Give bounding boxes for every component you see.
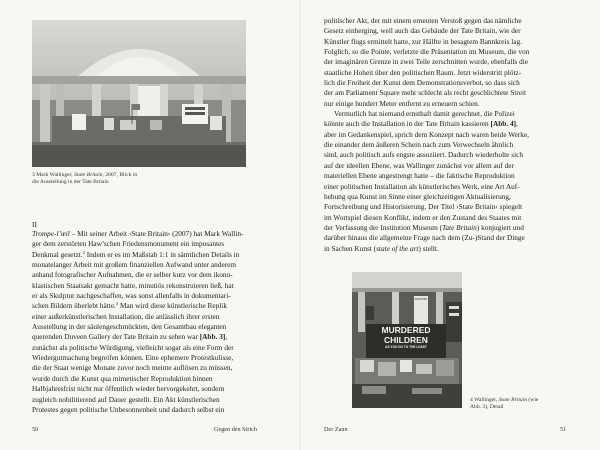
text-line: Trompe-l’œil – Mit seiner Arbeit ›State Britain‹ (2007) hat Mark Wallin-: [32, 229, 244, 238]
text-line: aber im Gedankenspiel, sprich dem Konzept nach waren beide Werke,: [324, 129, 529, 139]
figure-4-photo: [352, 272, 462, 408]
banner-line-1: MURDERED: [381, 325, 431, 335]
text-line: sind, auch politisch aufs engste assoziiert. Dadurch wiederholte sich: [324, 150, 523, 160]
text-line: staatliche Hoheit über den politischen Raum. Jetzt widerstritt plötz-: [324, 67, 522, 77]
banner-text: [366, 326, 446, 350]
text-line: Gesetz einherging, weil auch das Gebäude der Tate Britain, wie der: [324, 26, 521, 36]
text-line: im Wortspiel diesen Konflikt, indem er den Zustand des Staates mit: [324, 212, 522, 222]
text-line: der imaginären Grenze in zwei Teile zerschnitten wurde, ebenfalls die: [324, 57, 528, 67]
text-line: klastischen Staatsakt gemacht hatte, minutiös rekonstruieren ließ, hat: [32, 280, 234, 290]
text-line: die der Staat wenige Monate zuvor noch meinte auflösen zu müssen,: [32, 363, 233, 373]
text-line: materiellen Ebene angestrengt hatte – die faktische Reproduktion: [324, 171, 515, 181]
text-line: Denkmal gesetzt.$^2$ Indem er es im Maßstab 1:1 in sämtlichen Details in: [32, 249, 240, 259]
left-page-number: 50: [32, 426, 39, 433]
text-line: einer außerkünstlerischen Installation, die anlässlich ihrer ersten: [32, 311, 220, 321]
text-line: die einander dem äußeren Schein nach zum Verwechseln ähnlich: [324, 140, 514, 150]
text-line: Ausstellung in der säulengeschmückten, den Gesamtbau eleganten: [32, 322, 227, 332]
text-line: lich die Freiheit der Kunst dem Demonstrationsverbot, so dass sich: [324, 78, 520, 88]
text-line: in Sachen Kunst (state of the art) stellt.: [324, 243, 439, 253]
text-line: ger dem zerstörten Haw’schen Friedensmonument ein imposantes: [32, 239, 225, 249]
figure-3-caption: 3 Mark Wallinger, State Britain, 2007, Blick in die Ausstellung in der Tate Britain: [32, 172, 138, 185]
right-body-text: [324, 16, 576, 254]
text-line: querenden Duveen Gallery der Tate Britain zu sehen war [Abb. 3],: [32, 332, 228, 342]
text-line: Künstler flugs ermittelt hatte, zur Hälfte in besagtem Bannkreis lag.: [324, 36, 522, 46]
text-line: monatelanger Arbeit mit großem finanziellen Aufwand unter anderem: [32, 260, 237, 270]
text-line: Wiedergutmachung begreifen können. Eine ephemere Protestkulisse,: [32, 353, 234, 363]
text-line: hebung qua Kunst im Sinne einer gleichzeitigen Aktualisierung,: [324, 191, 511, 201]
banner-line-3: AS YOU DO TO THE LEAST: [385, 345, 427, 349]
text-line: anhand fotografischer Aufnahmen, die er selber kurz vor dem ikono-: [32, 270, 233, 280]
left-running-title: Gegen den Strich: [214, 426, 257, 433]
text-line: auf der ideellen Ebene, was Wallinger zunächst vor allem auf der: [324, 160, 514, 170]
figure-3-photo: [32, 20, 246, 167]
text-line: politischer Akt, der mit einem erneuten Verstoß gegen das nämliche: [324, 16, 522, 25]
text-line: er als Skulptur nachgeschaffen, was sonst allenfalls in dokumentari-: [32, 291, 231, 301]
text-line: darüber hinaus die allgemeine Frage nach dem (Zu-)Stand der Dinge: [324, 233, 525, 243]
left-body-text: [32, 229, 280, 415]
text-line: wurde durch die Kunst qua mimetischer Reproduktion binnen: [32, 373, 213, 383]
banner-line-2: CHILDREN: [384, 334, 428, 345]
sign-support: SUPPORT: [414, 298, 428, 301]
text-line: zunächst als politische Würdigung, vielleicht sogar als eine Form der: [32, 342, 234, 352]
text-line: zugleich nobilitierend auf Dauer gestellt. Ein Akt künstlerischen: [32, 394, 220, 404]
text-line: der am Parliament Square mehr schlecht als recht geschlichtete Streit: [324, 88, 527, 98]
text-line: Halbjahresfrist nicht nur öffentlich wieder hervorgekehrt, sondern: [32, 384, 225, 394]
text-line: der Verfassung der Institution Museum (Tate Britain) konjugiert und: [324, 222, 524, 232]
text-line: Folglich, so die Pointe, verletzte die Präsentation im Museum, die von: [324, 47, 530, 57]
text-line: nur einige hundert Meter entfernt zu erneuern schien.: [324, 98, 480, 108]
gutter: [299, 0, 301, 450]
text-line: Fortschreibung und Historisierung. Der Titel ›State Britain‹ spiegelt: [324, 202, 523, 212]
text-line: schen Bildern überlebt hätte.$^3$ Man wird diese künstlerische Replik: [32, 301, 227, 311]
text-line: Protestes gegen politische Unbesonnenheit und dadurch selbst ein: [32, 404, 225, 414]
text-line: könnte auch die Installation in der Tate Britain kassieren [Abb. 4],: [324, 119, 518, 129]
right-page-number: 51: [560, 426, 567, 433]
right-running-title: Der Zaun: [324, 426, 348, 433]
text-line: einer politischen Installation als künstlerisches Werk, eine Art Auf-: [324, 181, 520, 191]
figure-4-caption: 4 Wallinger, State Britain (wie Abb. 3), Detail: [470, 397, 539, 410]
section-number: II: [32, 220, 37, 229]
text-line: Vermutlich hat niemand ernsthaft damit gerechnet, die Polizei: [334, 109, 515, 119]
